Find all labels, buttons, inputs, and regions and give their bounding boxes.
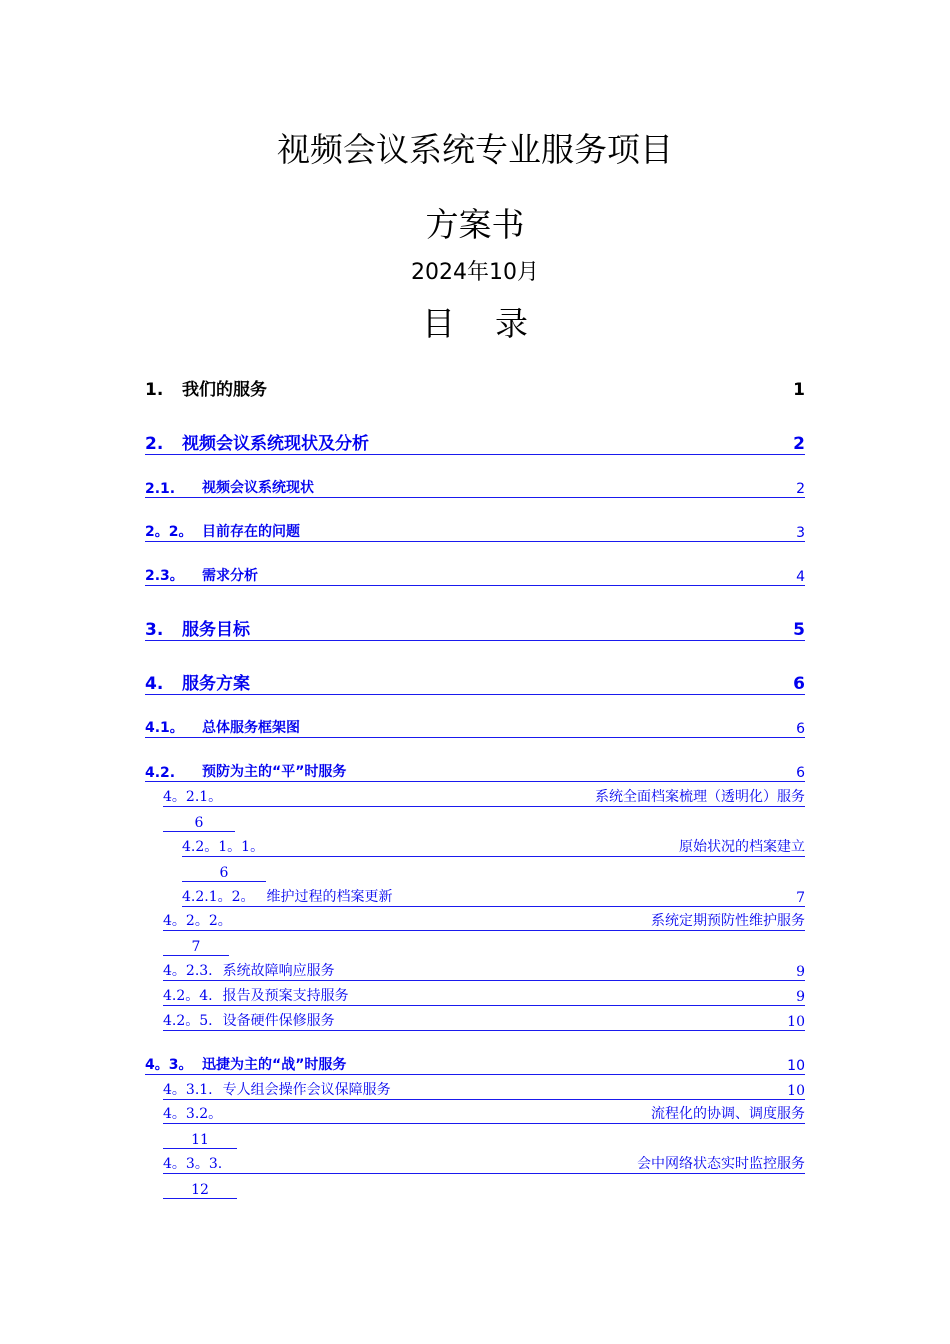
toc-number: 2. [145,434,164,454]
toc-text: 流程化的协调、调度服务 [651,1106,805,1122]
toc-page: 4 [796,569,805,585]
toc-page: 10 [787,1014,805,1030]
toc-number: 4。2.3. [163,963,213,979]
toc-text: 原始状况的档案建立 [679,839,805,855]
toc-number: 4. [145,674,164,694]
toc-text: 报告及预案支持服务 [222,988,349,1004]
document-subtitle: 方案书 [425,205,525,244]
toc-entry-2-3[interactable] [145,563,805,586]
toc-number: 4。3.1. [163,1082,213,1098]
toc-text: 需求分析 [202,568,258,584]
toc-text: 系统故障响应服务 [222,963,335,979]
toc-text: 视频会议系统现状 [202,480,314,496]
toc-entry-4-2-5[interactable] [163,1008,805,1031]
toc-entry-4[interactable] [145,672,805,695]
toc-page: 10 [787,1058,805,1074]
toc-number: 2.1. [145,481,176,497]
toc-page: 6 [793,674,805,694]
toc-entry-4-3-1[interactable] [163,1077,805,1100]
toc-text: 服务目标 [182,620,250,640]
toc-entry-4-3[interactable] [145,1052,805,1075]
toc-text: 总体服务框架图 [202,720,300,736]
toc-page: 1 [793,380,805,400]
toc-number: 3. [145,620,164,640]
toc-entry-2[interactable] [145,432,805,455]
toc-number: 4。2。2。 [163,913,232,929]
toc-entry-4-1[interactable] [145,715,805,738]
toc-entry-1[interactable] [145,378,805,400]
toc-number: 4。3.2。 [163,1106,223,1122]
toc-number: 4.2。5. [163,1013,213,1029]
toc-page: 5 [793,620,805,640]
toc-page: 10 [787,1083,805,1099]
toc-entry-4-2-1[interactable] [163,784,805,807]
toc-text: 我们的服务 [182,380,267,400]
toc-page: 9 [796,989,805,1005]
toc-entry-3[interactable] [145,618,805,641]
toc-entry-4-2-2[interactable] [163,908,805,931]
toc-page: 3 [796,525,805,541]
toc-number: 2。2。 [145,524,193,540]
toc-text: 会中网络状态实时监控服务 [637,1156,805,1172]
toc-text: 系统定期预防性维护服务 [651,913,805,929]
toc-number: 2.3。 [145,568,184,584]
toc-page: 6 [796,721,805,737]
toc-entry-4-2-1-1[interactable] [182,834,805,857]
toc-text: 系统全面档案梳理（透明化）服务 [595,789,805,805]
toc-entry-4-2-1-2[interactable] [182,884,805,907]
toc-entry-4-2-4[interactable] [163,983,805,1006]
toc-page: 2 [793,434,805,454]
toc-number: 4。3。3. [163,1156,223,1172]
toc-text: 专人组会操作会议保障服务 [222,1082,391,1098]
toc-entry-2-2[interactable] [145,519,805,542]
toc-page: 9 [796,964,805,980]
toc-number: 4.2。1。1。 [182,839,265,855]
toc-page-continuation[interactable]: 11 [163,1126,237,1149]
toc-page: 6 [796,765,805,781]
toc-heading: 目录 [422,304,568,343]
toc-number: 4.2。4. [163,988,213,1004]
toc-text: 目前存在的问题 [202,524,300,540]
toc-entry-4-3-2[interactable] [163,1101,805,1124]
toc-number: 4.2. [145,765,176,781]
toc-number: 4。3。 [145,1057,193,1073]
document-date: 2024年10月 [411,260,539,285]
toc-page-continuation[interactable]: 6 [163,809,235,832]
toc-text: 迅捷为主的“战”时服务 [202,1057,347,1073]
toc-page-continuation[interactable]: 12 [163,1176,237,1199]
toc-text: 预防为主的“平”时服务 [202,764,347,780]
toc-text: 服务方案 [182,674,250,694]
toc-number: 1. [145,380,164,400]
toc-number: 4.2.1。2。 [182,889,255,905]
toc-page: 2 [796,481,805,497]
toc-page-continuation[interactable]: 6 [182,859,266,882]
toc-entry-4-2-3[interactable] [163,958,805,981]
document-title: 视频会议系统专业服务项目 [277,130,673,169]
toc-text: 维护过程的档案更新 [266,889,393,905]
toc-page: 7 [796,890,805,906]
toc-entry-2-1[interactable] [145,475,805,498]
toc-entry-4-2[interactable] [145,759,805,782]
toc-number: 4.1。 [145,720,184,736]
toc-entry-4-3-3[interactable] [163,1151,805,1174]
toc-text: 设备硬件保修服务 [222,1013,335,1029]
toc-number: 4。2.1。 [163,789,223,805]
toc-page-continuation[interactable]: 7 [163,933,229,956]
toc-text: 视频会议系统现状及分析 [182,434,369,454]
